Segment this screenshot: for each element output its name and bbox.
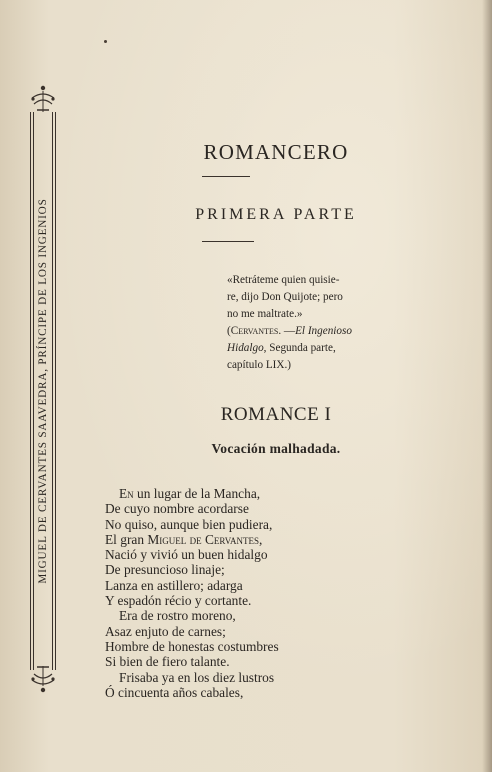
poem-line: No quiso, aunque bien pudiera, — [105, 516, 273, 532]
romance-subtitle: Vocación malhadada. — [211, 441, 341, 456]
poem-line: Frisaba ya en los diez lustros — [119, 669, 275, 685]
poem-line — [105, 532, 279, 547]
epigraph-part: , Segunda parte, — [263, 342, 336, 354]
page-edge-shadow — [482, 0, 492, 772]
epigraph-quote-line: no me maltrate.» — [227, 308, 303, 320]
epigraph-source — [227, 340, 397, 357]
epigraph-quote-line: re, dijo Don Quijote; pero — [227, 291, 343, 303]
bottom-ornament-icon — [28, 664, 58, 694]
side-border — [28, 112, 58, 670]
epigraph-work-1: El Ingenioso — [295, 325, 352, 337]
side-banner-text: MIGUEL DE CERVANTES SAAVEDRA, PRÍNCIPE DE LOS INGENIOS — [37, 198, 49, 584]
epigraph — [227, 272, 397, 374]
part-divider — [202, 241, 254, 242]
poem-line: Era de rostro moreno, — [119, 608, 236, 624]
part-title: PRIMERA PARTE — [195, 206, 357, 223]
poem-line: De presuncioso linaje; — [105, 562, 225, 578]
romance-heading: ROMANCE I — [220, 404, 332, 425]
epigraph-chapter: capítulo LIX.) — [227, 359, 291, 371]
poem-line: Si bien de fiero talante. — [105, 654, 230, 670]
poem-line: Ó cincuenta años cabales, — [105, 684, 244, 700]
poem-name: Miguel de Cervantes — [147, 531, 260, 547]
poem-line-text: El gran — [105, 531, 148, 547]
top-ornament-icon — [28, 84, 58, 114]
poem-line: De cuyo nombre acordarse — [105, 501, 249, 517]
page-title: ROMANCERO — [203, 140, 349, 164]
poem-line-text: , — [259, 531, 263, 547]
poem-line: Hombre de honestas costumbres — [105, 638, 279, 654]
poem-line: Nació y vivió un buen hidalgo — [105, 547, 268, 563]
poem-line — [105, 486, 279, 501]
epigraph-sep: . — — [278, 325, 296, 337]
poem-initial: En — [119, 486, 134, 501]
epigraph-work-2: Hidalgo — [227, 342, 264, 354]
ink-dot — [104, 40, 107, 43]
poem-line-text: un lugar de la Mancha, — [133, 486, 261, 501]
poem-line: Asaz enjuto de carnes; — [105, 623, 226, 639]
poem — [105, 486, 279, 700]
poem-line: Lanza en astillero; adarga — [105, 577, 243, 593]
epigraph-quote-line: «Retráteme quien quisie- — [227, 274, 340, 286]
title-divider — [202, 176, 250, 177]
poem-line: Y espadón récio y cortante. — [105, 593, 252, 609]
epigraph-source: (Cervantes. —El Ingenioso — [227, 325, 352, 337]
epigraph-author: Cervantes — [230, 325, 279, 337]
